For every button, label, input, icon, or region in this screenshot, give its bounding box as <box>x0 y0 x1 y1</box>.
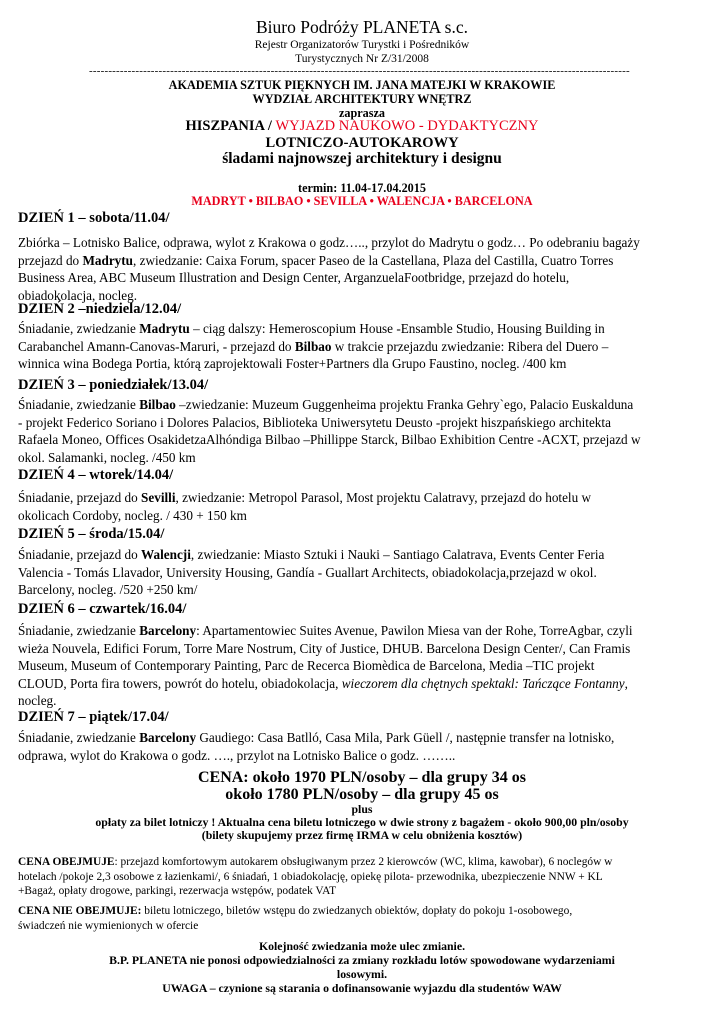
day-text-segment: Śniadanie, przejazd do <box>18 547 142 562</box>
includes-line3: +Bagaż, opłaty drogowe, parkingi, rezerwacja wstępów, podatek VAT <box>18 885 337 898</box>
trip-route: MADRYT • BILBAO • SEVILLA • WALENCJA • BARCELONA <box>191 194 533 208</box>
day-text-segment: Bilbao <box>139 397 176 412</box>
excludes-line2: świadczeń nie wymienionych w ofercie <box>18 919 199 932</box>
day-description-line: Valencia - Tomás Llavador, University Housing, Gandía - Guallart Architects, obiadokolacja,przejazd w okol. <box>18 564 597 580</box>
price-45: około 1780 PLN/osoby – dla grupy 45 os <box>225 786 499 803</box>
day-description-line <box>18 396 708 414</box>
day-description <box>18 546 708 599</box>
agency-registry-line2: Turystycznych Nr Z/31/2008 <box>295 53 429 65</box>
day-title: DZIEŃ 6 – czwartek/16.04/ <box>18 601 187 617</box>
day-description-line <box>18 320 708 338</box>
day-title: DZIEŃ 2 –niedziela/12.04/ <box>18 301 182 317</box>
day-text-segment: Śniadanie, zwiedzanie <box>18 397 140 412</box>
day-text-segment: przejazd do <box>18 252 83 268</box>
airfare-note: opłaty za bilet lotniczy ! Aktualna cena biletu lotniczego w dwie strony z bagażem - około 900,00 pln/osoby <box>95 815 629 829</box>
excludes-block <box>18 904 708 933</box>
includes-text: : przejazd komfortowym autokarem obsługiwanym przez 2 kierowców (WC, klima, kawobar), 6 noclegów w <box>114 856 613 868</box>
day-description-line: - projekt Federico Soriano i Dolores Palacios, Biblioteka Uniwersytetu Deusto -projekt hiszpańskiego architekta <box>18 414 611 430</box>
day-text-segment: Śniadanie, zwiedzanie <box>18 623 140 638</box>
day-text-segment: CLOUD, Porta fira towers, powrót do hotelu, obiadokolacja, <box>18 675 342 691</box>
day-title: DZIEŃ 5 – środa/15.04/ <box>18 526 165 542</box>
day-description <box>18 729 708 764</box>
day-description-line: Zbiórka – Lotnisko Balice, odprawa, wylot z Krakowa o godz….., przylot do Madrytu o godz… Po odebraniu bagaży <box>18 235 640 250</box>
excludes-label: CENA NIE OBEJMUJE: <box>18 905 142 917</box>
includes-line1 <box>18 855 708 870</box>
trip-type: WYJAZD NAUKOWO - DYDAKTYCZNY <box>275 118 539 134</box>
day-description <box>18 396 708 466</box>
day-text-segment: Barcelony <box>139 623 197 638</box>
country-name: HISZPANIA <box>185 118 265 134</box>
transport-type: LOTNICZO-AUTOKAROWY <box>265 135 459 151</box>
day-description-line <box>18 338 708 356</box>
academy-name: AKADEMIA SZTUK PIĘKNYCH IM. JANA MATEJKI W KRAKOWIE <box>168 78 556 92</box>
day-description-line: okol. Salamanki, nocleg. /450 km <box>18 449 196 465</box>
day-text-segment: Barcelony <box>139 730 197 745</box>
day-text-segment: , zwiedzanie: Miasto Sztuki i Nauki – Santiago Calatrava, Events Center Feria <box>190 547 605 562</box>
footer-funding-note: UWAGA – czynione są starania o dofinansowanie wyjazdu dla studentów WAW <box>162 981 562 995</box>
day-description <box>18 489 708 524</box>
day-text-segment: Walencji <box>141 547 191 562</box>
day-description-line: nocleg. <box>18 693 57 709</box>
day-description-line <box>18 675 708 693</box>
day-text-segment: Gaudiego: Casa Batlló, Casa Mila, Park Güell /, następnie transfer na lotnisko, <box>196 730 615 745</box>
day-description-line <box>18 729 708 747</box>
day-description-line: okolicach Cordoby, nocleg. / 430 + 150 km <box>18 507 247 523</box>
day-title: DZIEŃ 7 – piątek/17.04/ <box>18 709 169 725</box>
day-description-line: winnica wina Bodega Portia, którą zaprojektowali Foster+Partners dla Grupo Faustino, nocleg. /400 km <box>18 356 567 372</box>
faculty-name: WYDZIAŁ ARCHITEKTURY WNĘTRZ <box>252 92 472 106</box>
day-title: DZIEŃ 1 – sobota/11.04/ <box>18 210 170 226</box>
day-description-line: Business Area, ABC Museum Illustration and Design Center, ArganzuelaFootbridge, przejazd do hotelu, <box>18 270 570 286</box>
day-description <box>18 320 708 373</box>
trip-motto: śladami najnowszej architektury i designu <box>222 150 502 167</box>
agency-name: Biuro Podróży PLANETA s.c. <box>256 17 468 37</box>
day-text-segment: w trakcie przejazdu zwiedzanie: Ribera del Duero – <box>331 338 609 354</box>
day-text-segment: Śniadanie, zwiedzanie <box>18 730 140 745</box>
day-description-line: obiadokolacja, nocleg. <box>18 287 138 303</box>
day-text-segment: , zwiedzanie: Caixa Forum, spacer Paseo de la Castellana, Plaza del Castilla, Cuatro Torres <box>133 252 614 268</box>
day-description <box>18 622 708 710</box>
excludes-text: biletu lotniczego, biletów wstępu do zwiedzanych obiektów, dopłaty do pokoju 1-osobowego, <box>141 905 573 917</box>
day-title: DZIEŃ 3 – poniedziałek/13.04/ <box>18 377 209 393</box>
price-34: CENA: około 1970 PLN/osoby – dla grupy 34 os <box>197 769 527 786</box>
day-description <box>18 234 708 304</box>
airfare-note-2: (bilety skupujemy przez firmę IRMA w celu obniżenia kosztów) <box>201 828 523 842</box>
day-description-line <box>18 489 708 507</box>
day-text-segment: –zwiedzanie: Muzeum Guggenheima projektu Franka Gehry`ego, Palacio Euskalduna <box>175 397 634 412</box>
day-text-segment: Carabanchel Amann-Canovas-Maruri, - przejazd do <box>18 338 295 354</box>
day-description-line <box>18 546 708 564</box>
includes-label: CENA OBEJMUJE <box>18 856 115 868</box>
price-plus: plus <box>351 802 373 816</box>
day-text-segment: Madrytu <box>82 252 133 268</box>
includes-line2: hotelach /pokoje 2,3 osobowe z łazienkami/, 6 śniadań, 1 obiadokolację, opiekę pilota- przewodnika, ubezpieczenie NNW + KL <box>18 870 603 883</box>
excludes-line1 <box>18 904 708 919</box>
trip-term: termin: 11.04-17.04.2015 <box>298 181 426 195</box>
day-text-segment: – ciąg dalszy: Hemeroscopium House -Ensamble Studio, Housing Building in <box>189 321 605 336</box>
day-title: DZIEŃ 4 – wtorek/14.04/ <box>18 467 174 483</box>
day-text-segment: , zwiedzanie: Metropol Parasol, Most projektu Calatravy, przejazd do hotelu w <box>175 490 592 505</box>
footer-liability-2: losowymi. <box>336 967 388 981</box>
day-description-line: Rafaela Moneo, Offices OsakidetzaAlhóndiga Bilbao –Phillippe Starck, Bilbao Exhibition Centre -ACXT, przejazd w <box>18 432 641 448</box>
day-description-line: wieża Nouvela, Edifici Forum, Torre Mare Nostrum, City of Justice, DHUB. Barcelona Design Center/, Can Framis <box>18 640 631 656</box>
agency-registry-line1: Rejestr Organizatorów Turystki i Pośredników <box>254 39 470 51</box>
day-text-segment: Madrytu <box>139 321 190 336</box>
separator-line: -------------------------------------------------------------------------------------------------------------------------------------------- <box>89 65 630 77</box>
day-text-segment: wieczorem dla chętnych spektakl: Tańczące Fontanny <box>341 675 625 691</box>
day-description-line: Barcelony, nocleg. /520 +250 km/ <box>18 582 198 598</box>
day-description-line <box>18 622 708 640</box>
day-text-segment: Bilbao <box>294 338 332 354</box>
footer-liability: B.P. PLANETA nie ponosi odpowiedzialności za zmiany rozkładu lotów spowodowane wydarzeniami <box>109 953 615 967</box>
day-text-segment: : Apartamentowiec Suites Avenue, Pawilon Miesa van der Rohe, TorreAgbar, czyli <box>196 623 633 638</box>
day-description-line: odprawa, wylot do Krakowa o godz. …., przylot na Lotnisko Balice o godz. …….. <box>18 747 456 763</box>
day-text-segment: , <box>624 675 628 691</box>
day-description-line <box>18 252 708 270</box>
title-slash: / <box>264 118 276 134</box>
day-text-segment: Śniadanie, przejazd do <box>18 490 142 505</box>
day-text-segment: Śniadanie, zwiedzanie <box>18 321 140 336</box>
trip-title <box>0 118 724 135</box>
includes-block <box>18 855 708 899</box>
day-text-segment: Sevilli <box>141 490 176 505</box>
day-description-line: Museum, Museum of Contemporary Painting, Parc de Recerca Biomèdica de Barcelona, Media –TIC projekt <box>18 658 595 674</box>
invites-text: zaprasza <box>338 106 386 120</box>
footer-order-note: Kolejność zwiedzania może ulec zmianie. <box>258 939 466 953</box>
